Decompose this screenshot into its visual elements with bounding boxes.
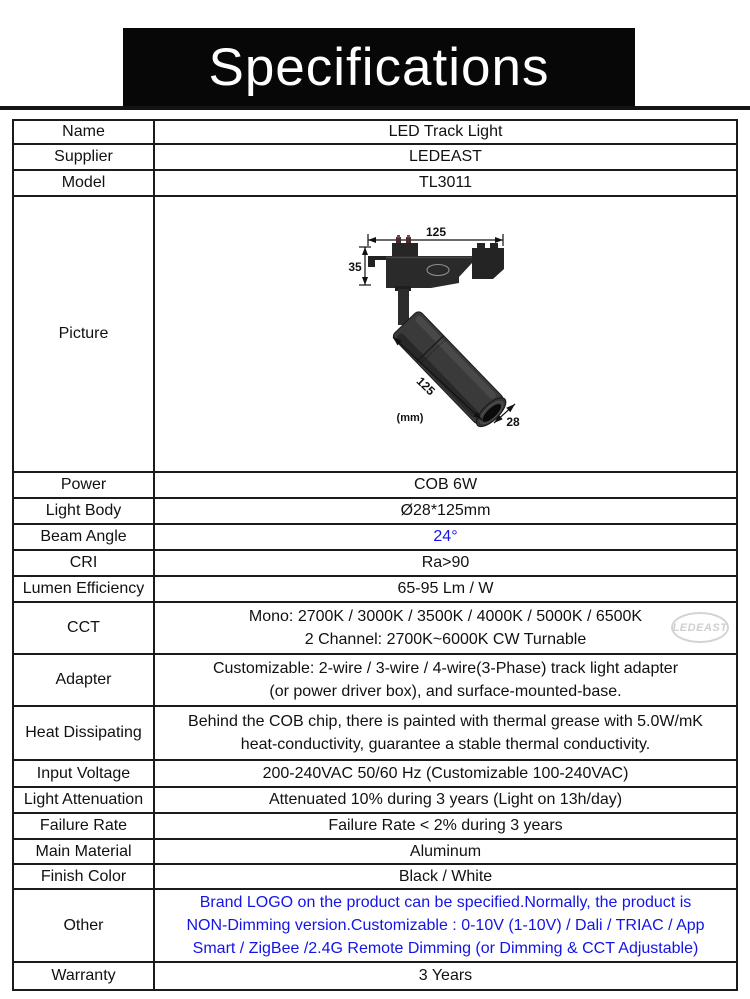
arrowhead-icon [362,247,368,255]
product-picture-svg [343,223,533,435]
row-value-name: LED Track Light [154,120,737,144]
row-label-failure-rate: Failure Rate [13,813,154,839]
row-value-model: TL3011 [154,170,737,196]
row-label-cri: CRI [13,550,154,576]
arrowhead-icon [495,237,503,243]
adapter-line-1: Customizable: 2-wire / 3-wire / 4-wire(3-Phase) track light adapter [212,660,679,677]
row-value-input-voltage: 200-240VAC 50/60 Hz (Customizable 100-240VAC) [154,760,737,787]
table-row [13,889,737,962]
table-row [13,654,737,706]
table-row [13,550,737,576]
row-label-main-material: Main Material [13,839,154,864]
row-value-heat-dissipating [154,706,737,760]
picture-cell [154,196,737,472]
ledeast-watermark-logo: LEDEAST [671,612,729,643]
row-label-input-voltage: Input Voltage [13,760,154,787]
dim-unit-label: (mm) [396,412,424,424]
row-value-supplier: LEDEAST [154,144,737,170]
dim-label-side-height: 35 [348,260,362,274]
row-label-cct: CCT [13,602,154,654]
table-row [13,170,737,196]
row-label-beam-angle: Beam Angle [13,524,154,550]
row-value-adapter [154,654,737,706]
cct-line-2: 2 Channel: 2700K~6000K CW Turnable [304,631,587,648]
row-value-warranty: 3 Years [154,962,737,990]
row-value-main-material: Aluminum [154,839,737,864]
title-banner [123,28,635,106]
dim-label-top-width: 125 [425,225,447,239]
page-title: Specifications [208,37,550,97]
table-row [13,524,737,550]
dim-label-body-length: 125 [413,374,438,399]
row-label-lumen-efficiency: Lumen Efficiency [13,576,154,602]
dim-label-lens-diameter: 28 [506,415,520,429]
row-value-light-body: Ø28*125mm [154,498,737,524]
row-label-light-body: Light Body [13,498,154,524]
table-row [13,472,737,498]
row-label-model: Model [13,170,154,196]
row-value-cri: Ra>90 [154,550,737,576]
row-label-supplier: Supplier [13,144,154,170]
row-label-warranty: Warranty [13,962,154,990]
table-row [13,576,737,602]
row-value-power: COB 6W [154,472,737,498]
row-label-adapter: Adapter [13,654,154,706]
row-value-failure-rate: Failure Rate < 2% during 3 years [154,813,737,839]
row-label-power: Power [13,472,154,498]
arrowhead-icon [362,277,368,285]
row-value-light-attenuation: Attenuated 10% during 3 years (Light on 13h/day) [154,787,737,813]
row-value-beam-angle: 24° [154,524,737,550]
row-label-finish-color: Finish Color [13,864,154,889]
table-row [13,498,737,524]
table-row [13,760,737,787]
table-row [13,120,737,144]
other-line-1: Brand LOGO on the product can be specified.Normally, the product is [199,894,692,911]
row-label-other: Other [13,889,154,962]
cct-line-1: Mono: 2700K / 3000K / 3500K / 4000K / 5000K / 6500K [248,608,643,625]
row-label-heat-dissipating: Heat Dissipating [13,706,154,760]
spec-table [12,119,738,991]
other-line-2: NON-Dimming version.Customizable : 0-10V (1-10V) / Dali / TRIAC / App [186,917,705,934]
row-label-picture: Picture [13,196,154,472]
table-row [13,962,737,990]
table-row [13,864,737,889]
row-label-name: Name [13,120,154,144]
table-row [13,144,737,170]
row-label-light-attenuation: Light Attenuation [13,787,154,813]
heat-line-1: Behind the COB chip, there is painted with thermal grease with 5.0W/mK [188,713,703,730]
row-value-finish-color: Black / White [154,864,737,889]
table-row [13,813,737,839]
arrowhead-icon [368,237,376,243]
table-row [13,787,737,813]
table-row [13,839,737,864]
table-row [13,602,737,654]
row-value-lumen-efficiency: 65-95 Lm / W [154,576,737,602]
table-row [13,706,737,760]
table-row-picture [13,196,737,472]
title-underline [0,106,750,110]
row-value-cct [154,602,737,654]
other-line-3: Smart / ZigBee /2.4G Remote Dimming (or Dimming & CCT Adjustable) [192,940,699,957]
heat-line-2: heat-conductivity, guarantee a stable thermal conductivity. [240,736,651,753]
adapter-line-2: (or power driver box), and surface-mounted-base. [269,683,622,700]
track-adapter-shape [368,235,504,288]
row-value-other [154,889,737,962]
